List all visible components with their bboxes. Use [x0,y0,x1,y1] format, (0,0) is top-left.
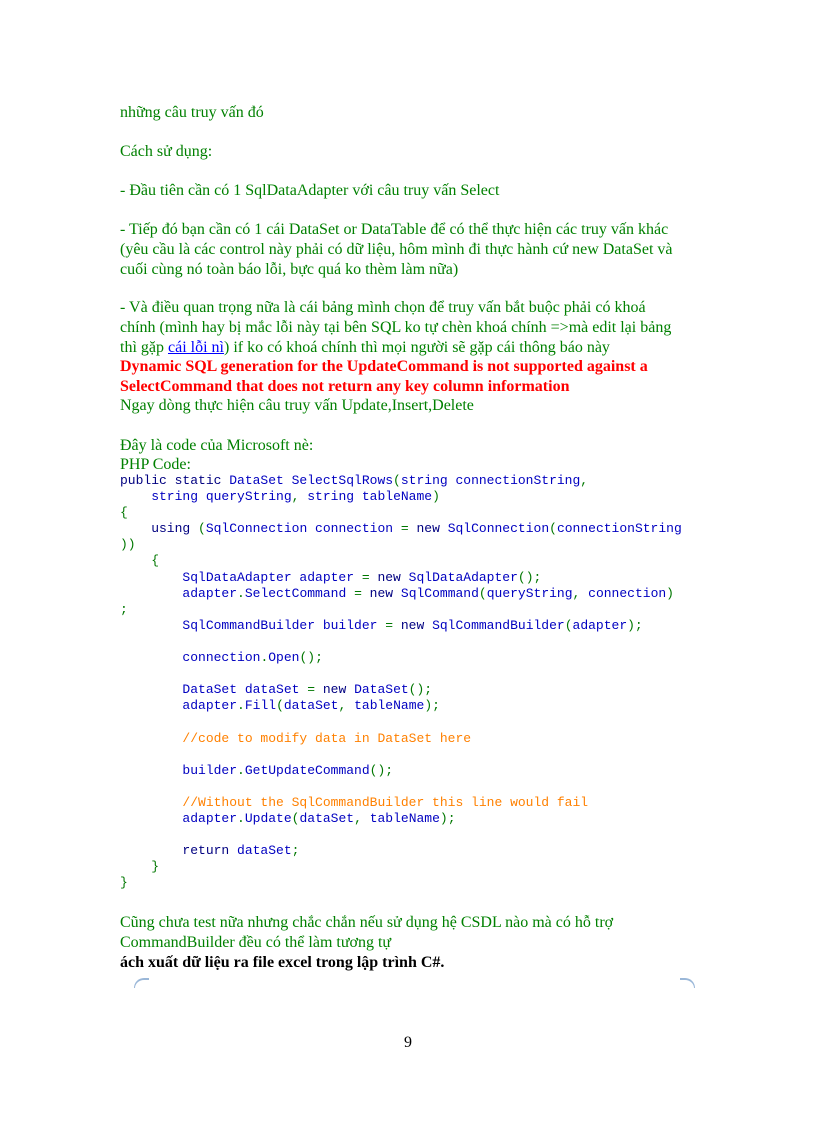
code-token: . [237,698,245,714]
paragraph-after-error: Ngay dòng thực hiện câu truy vấn Update,Insert,Delete [120,397,474,414]
code-token: ); [424,698,440,714]
paragraph-outro-line-1: Cũng chưa test nữa nhưng chắc chắn nếu sử dụng hệ CSDL nào mà có hỗ trợ [120,914,614,931]
code-token: . [260,650,269,666]
code-token: (); [517,569,542,585]
code-token: , [572,585,589,601]
code-line [120,586,674,601]
code-token: adapter [120,810,238,826]
code-token: DataSet SelectSqlRows [229,473,394,488]
paragraph-step-2-line-2: (yêu cầu là các control này phải có dữ liệu, hôm mình đi thực hành cứ new DataSet và [120,241,673,258]
code-line [120,843,299,858]
code-token: SqlDataAdapter adapter [120,569,362,585]
code-token: . [237,810,245,826]
page-number: 9 [404,1034,412,1051]
code-token: string tableName [307,489,433,505]
code-token: queryString [486,585,573,601]
code-token: string connectionString [400,473,581,488]
code-token: ; [120,601,128,617]
error-link[interactable]: cái lỗi nì [168,339,224,356]
code-token: new [377,569,409,585]
error-message-line-1: Dynamic SQL generation for the UpdateCommand is not supported against a [120,358,648,375]
code-line [120,570,541,585]
code-line [120,521,682,536]
paragraph-step-2-line-3: cuối cùng nó toàn báo lỗi, bực quá ko thèm làm nữa) [120,261,459,278]
crop-mark-left-icon [134,978,149,988]
code-token: DataSet dataSet [120,682,308,698]
paragraph-step-3-line-2: chính (mình hay bị mắc lỗi này tại bên SQL ko tự chèn khoá chính =>mà edit lại bảng [120,319,672,336]
code-token: builder [120,762,238,778]
code-token: SqlCommandBuilder builder [120,617,386,633]
code-token: . [237,585,245,601]
code-line [120,505,128,520]
code-token: Update [244,810,292,826]
code-token: new [416,521,448,537]
code-line [120,875,128,890]
code-token: = [385,617,401,633]
code-line [120,682,432,697]
code-token: connection [588,585,667,601]
code-token: SqlConnection connection [205,521,401,537]
code-token: } [120,859,160,875]
code-token: SqlConnection [447,521,550,537]
code-token: = [307,682,323,698]
code-token: dataSet [299,810,355,826]
code-token: , [580,473,589,488]
code-token: = [354,585,370,601]
code-token: { [120,553,160,569]
code-token: DataSet [354,682,409,698]
code-token: //Without the SqlCommandBuilder this line would fail [120,794,589,810]
code-token: ( [478,585,487,601]
error-message-line-2: SelectCommand that does not return any key column information [120,378,570,395]
code-token: ( [549,521,557,537]
code-token: )) [120,537,136,553]
code-line [120,650,323,665]
code-line [120,795,588,810]
code-token: connection [120,650,261,666]
code-token: ( [564,617,573,633]
code-line [120,537,136,552]
code-token: SqlCommandBuilder [432,617,565,633]
code-line [120,473,588,488]
code-token: new [322,682,355,698]
code-token: SqlDataAdapter [408,569,518,585]
code-token: (); [369,762,394,778]
code-token: Open [268,650,300,666]
code-line [120,731,471,746]
paragraph-step-3-line-3: thì gặp cái lỗi nì) if ko có khoá chính thì mọi người sẽ gặp cái thông báo này [120,339,610,356]
code-token: { [120,505,128,521]
code-token: tableName [354,698,425,714]
paragraph-usage-heading: Cách sử dụng: [120,143,213,160]
code-token: return [120,843,238,859]
paragraph-step-3-line-1: - Và điều quan trọng nữa là cái bảng mình chọn để truy vấn bắt buộc phải có khoá [120,299,646,316]
code-token: SqlCommand [400,585,479,601]
code-token: ) [666,585,674,601]
code-token: ( [276,698,284,714]
code-token: = [400,521,417,537]
code-token: Fill [244,698,277,714]
code-token: adapter [120,585,238,601]
code-line [120,618,643,633]
code-token: adapter [120,698,238,714]
code-token: tableName [369,810,440,826]
code-token: ); [439,810,456,826]
paragraph-intro-end: những câu truy vấn đó [120,104,264,121]
code-token: ( [291,810,300,826]
code-token: using [120,521,199,537]
code-token: ( [198,521,206,537]
code-token: adapter [572,617,628,633]
code-token: public static [120,473,230,488]
code-line [120,811,456,826]
code-token: string queryString [120,489,292,505]
paragraph-step-2-line-1: - Tiếp đó bạn cần có 1 cái DataSet or DataTable để có thể thực hiện các truy vấn khác [120,221,669,238]
code-token: , [291,489,308,505]
code-token: . [237,762,245,778]
code-token: ); [627,617,643,633]
code-line [120,763,393,778]
code-token: (); [299,650,323,666]
paragraph-code-intro: Đây là code của Microsoft nè: [120,437,314,454]
code-token: } [120,875,128,891]
paragraph-step-1: - Đầu tiên cần có 1 SqlDataAdapter với câu truy vấn Select [120,182,500,199]
code-token: new [369,585,401,601]
code-line [120,489,440,504]
code-label: PHP Code: [120,456,191,473]
crop-mark-right-icon [680,978,695,988]
code-token: new [400,617,433,633]
paragraph-outro-line-2: CommandBuilder đều có thể làm tương tự [120,934,392,951]
code-token: ; [291,843,300,859]
code-token: GetUpdateCommand [244,762,370,778]
code-token: //code to modify data in DataSet here [120,730,472,746]
code-token: = [361,569,378,585]
code-token: ( [393,473,401,488]
code-token: connectionString [556,521,682,537]
code-token: (); [408,682,433,698]
code-token: ) [432,489,440,505]
code-token: SelectCommand [244,585,355,601]
code-token: dataSet [283,698,339,714]
code-line [120,698,440,713]
code-token: dataSet [237,843,292,859]
code-line [120,859,159,874]
code-block [120,473,682,891]
code-token: , [338,698,355,714]
code-token: , [354,810,370,826]
code-line [120,602,128,617]
code-line [120,553,159,568]
next-section-heading: ách xuất dữ liệu ra file excel trong lập trình C#. [120,954,445,971]
